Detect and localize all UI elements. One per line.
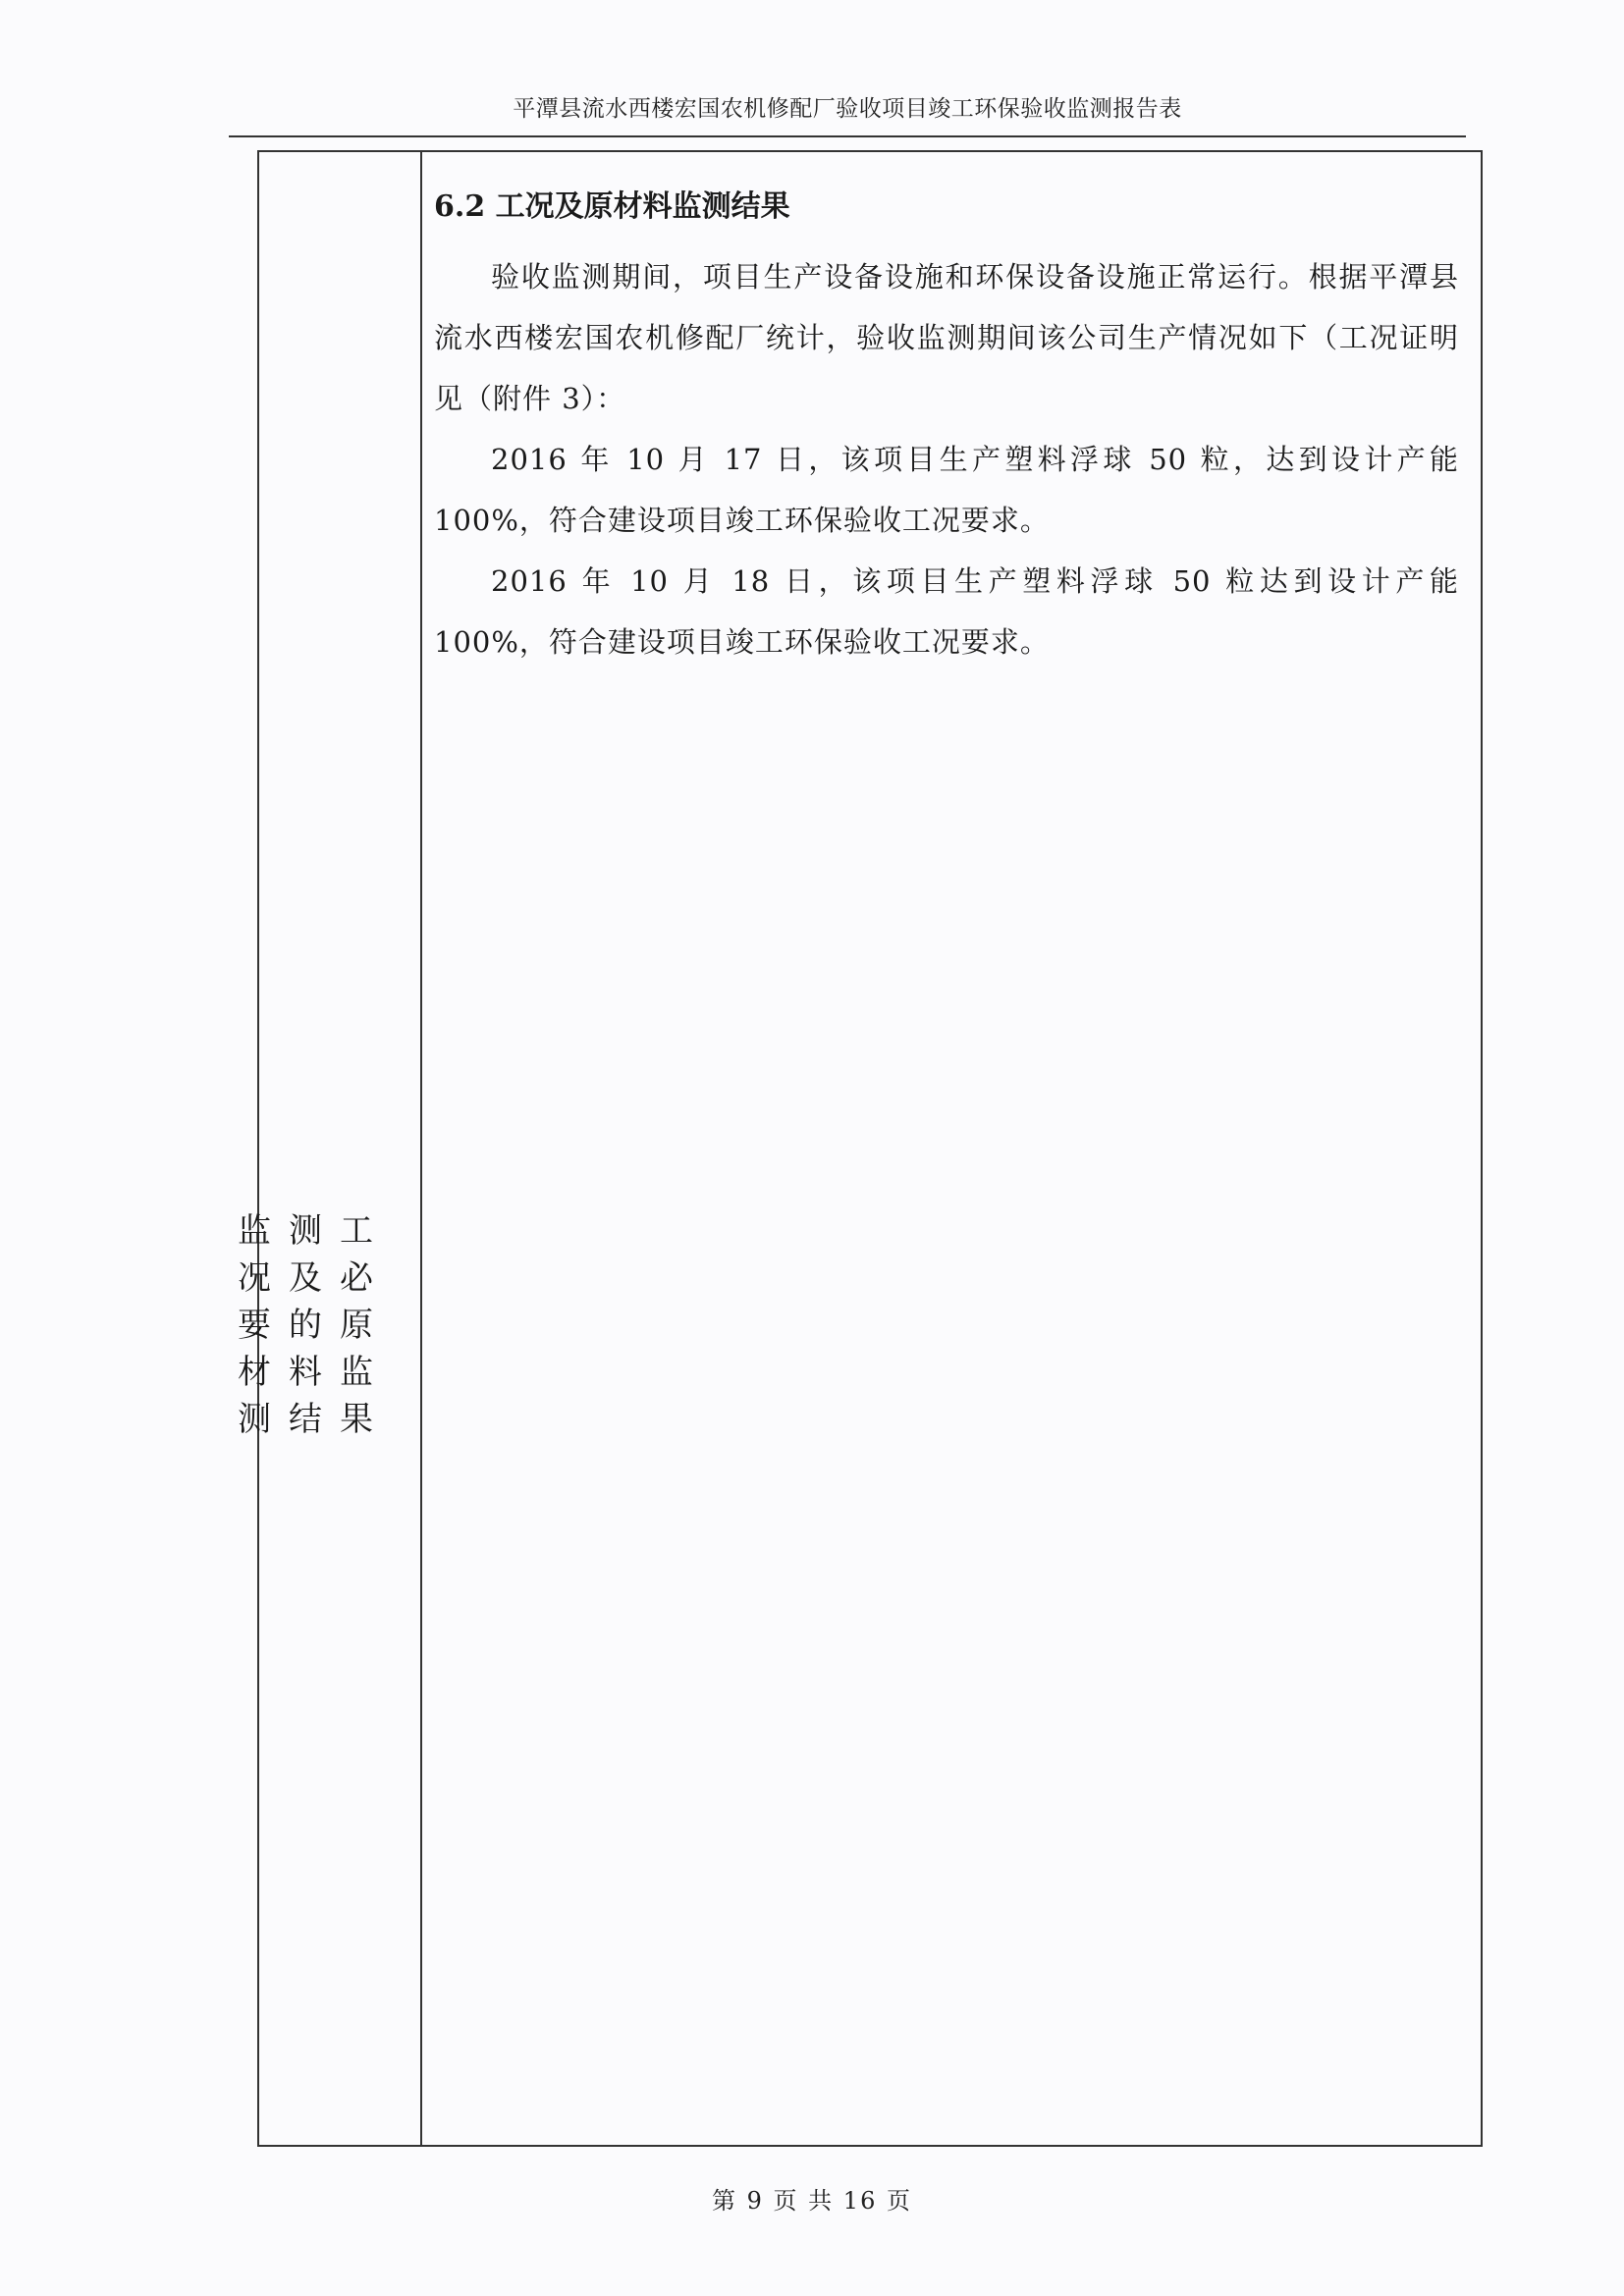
paragraph-monitoring-period: 验收监测期间，项目生产设备设施和环保设备设施正常运行。根据平潭县流水西楼宏国农机修配厂统计，验收监测期间该公司生产情况如下（工况证明见（附件 3）： — [434, 260, 1459, 415]
table-label-column — [238, 152, 422, 2145]
report-table — [238, 150, 1483, 2147]
section-heading: 6.2 工况及原材料监测结果 — [434, 189, 790, 224]
paragraph-oct-17: 2016 年 10 月 17 日，该项目生产塑料浮球 50 粒，达到设计产能 100%，符合建设项目竣工环保验收工况要求。 — [434, 443, 1459, 537]
page-number: 第 9 页 共 16 页 — [712, 2187, 912, 2215]
header-divider — [229, 135, 1466, 137]
table-content-column — [422, 152, 1481, 2145]
side-label: 监测工况及必要的原材料监测结果 — [238, 1211, 391, 1439]
document-header-title: 平潭县流水西楼宏国农机修配厂验收项目竣工环保验收监测报告表 — [513, 96, 1182, 122]
paragraph-oct-18: 2016 年 10 月 18 日，该项目生产塑料浮球 50 粒达到设计产能 100%，符合建设项目竣工环保验收工况要求。 — [434, 564, 1459, 659]
